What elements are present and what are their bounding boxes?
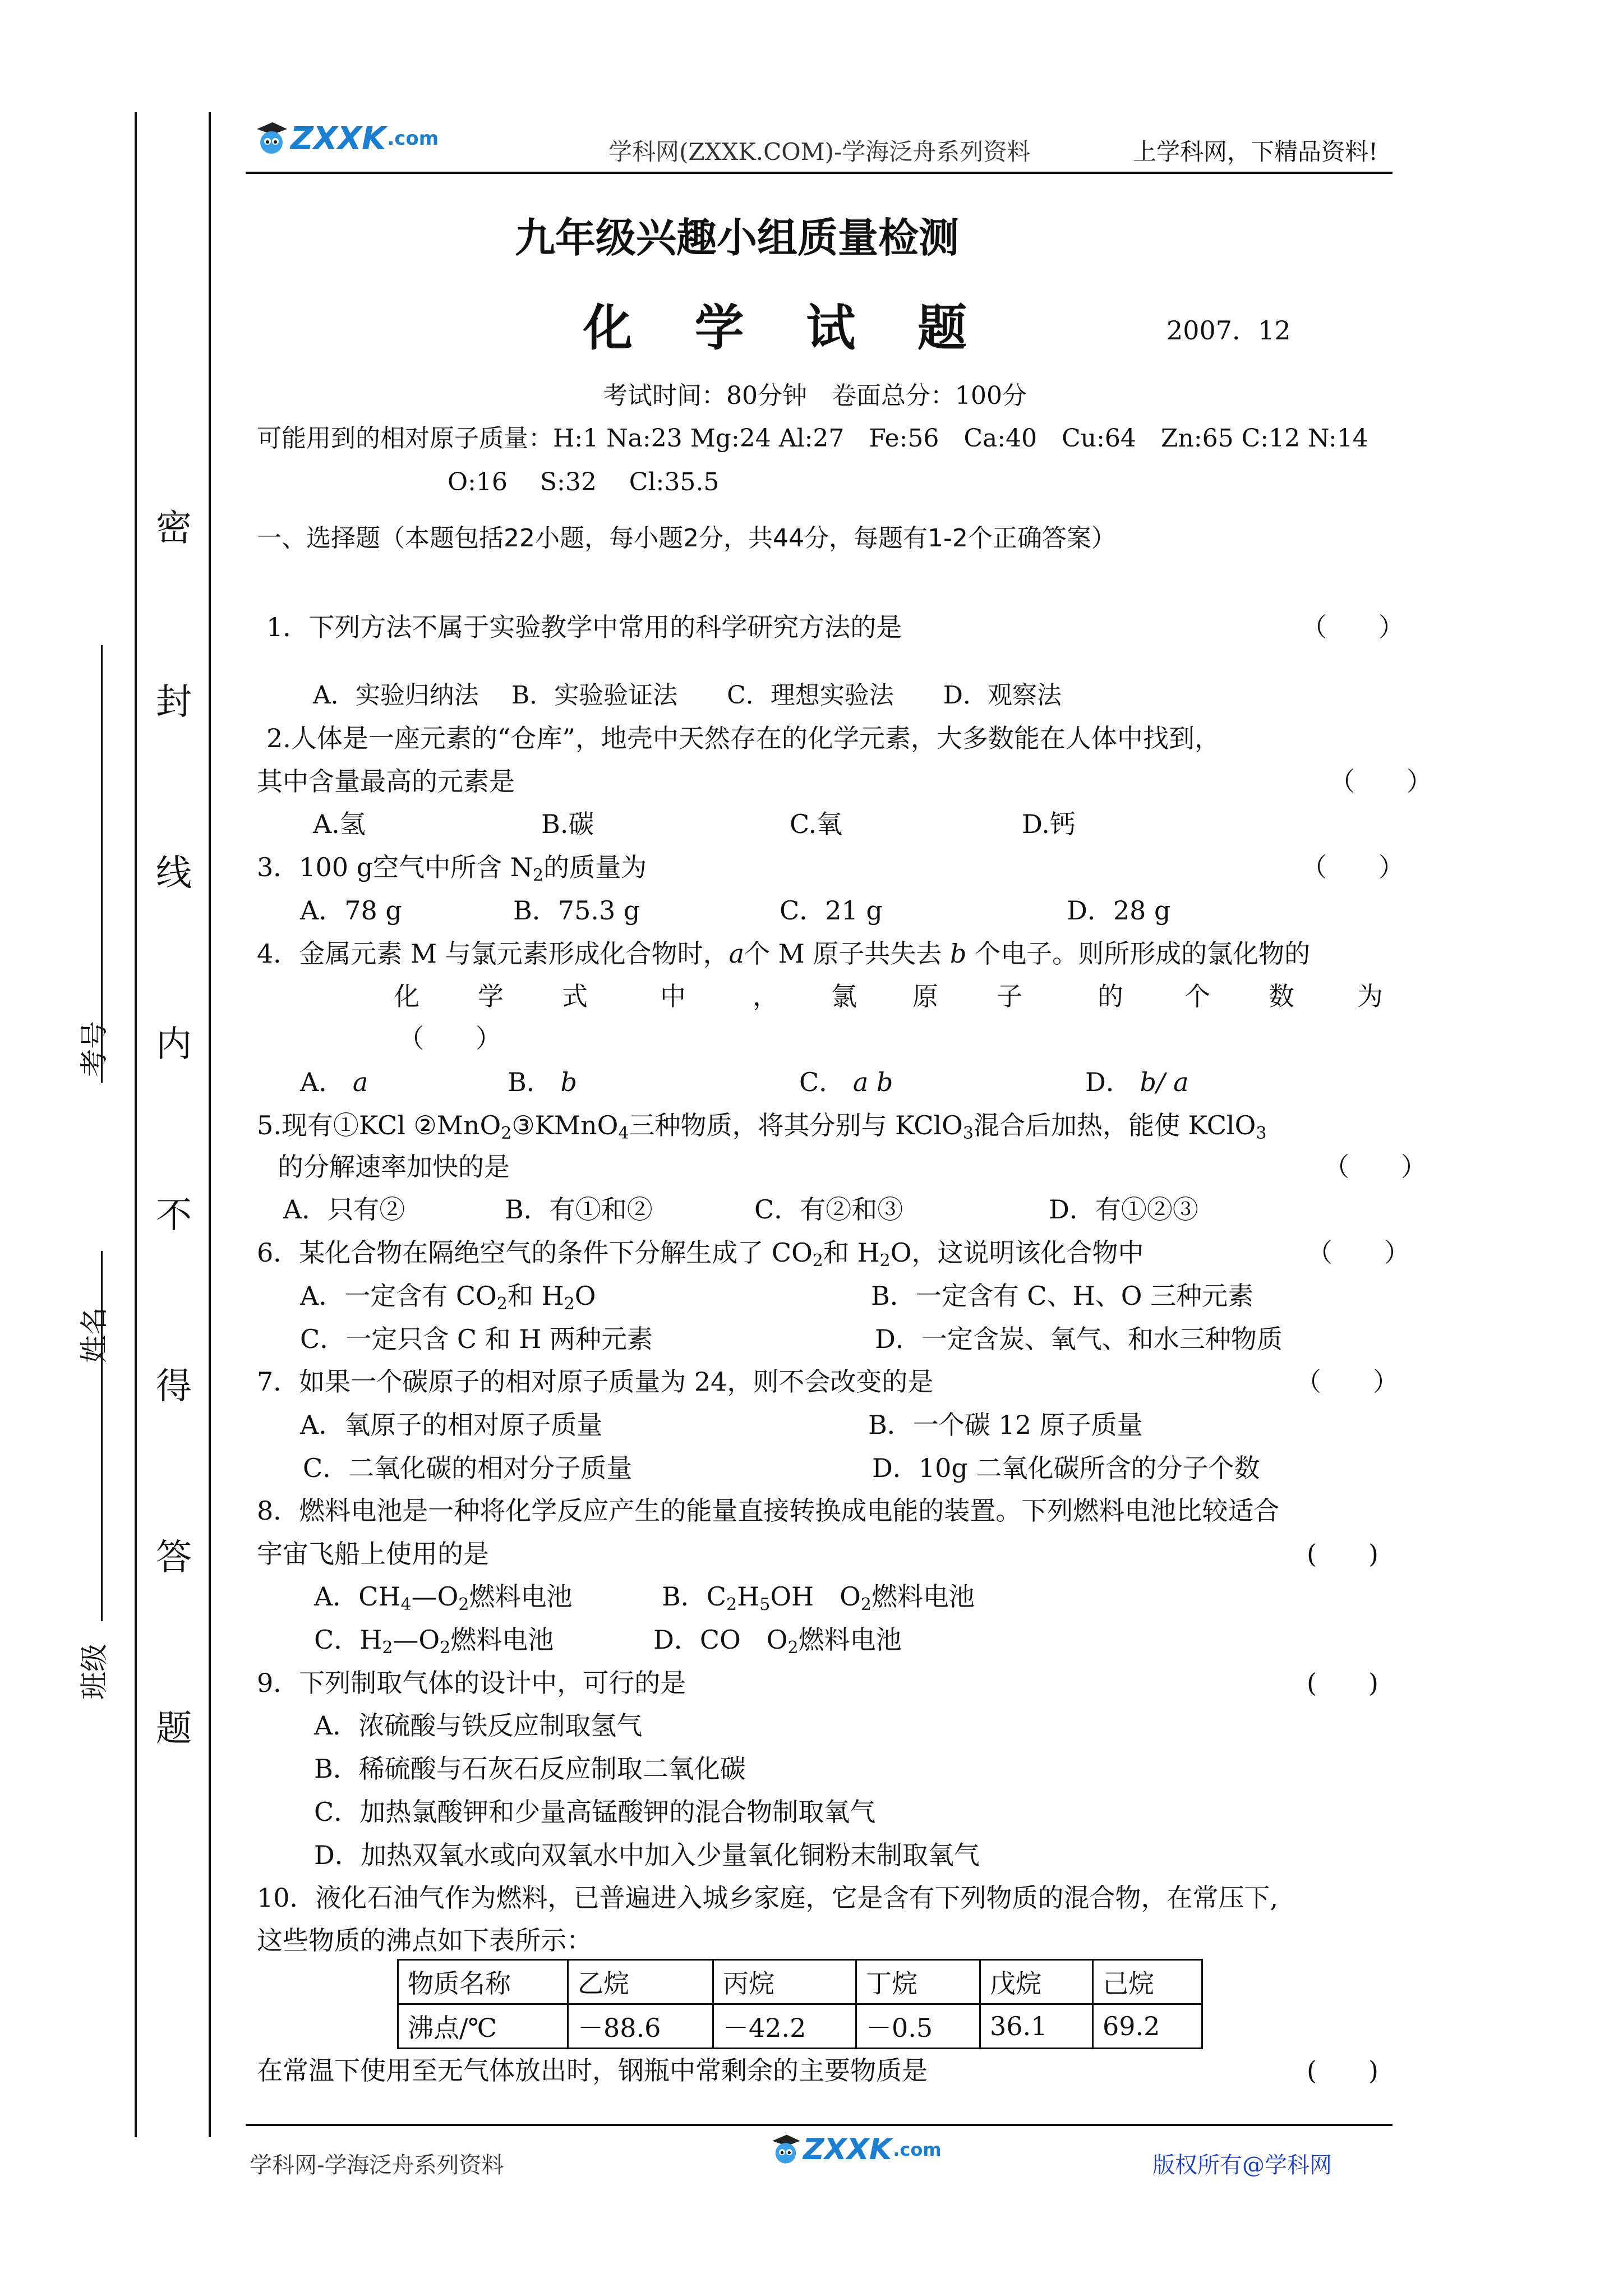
q8-option-d: D．CO $O_2$燃料电池 — [653, 1625, 902, 1658]
table-cell: 己烷 — [1093, 1960, 1202, 2004]
exam-date: 2007．12 — [1166, 315, 1291, 346]
q9-option-b: B．稀硫酸与石灰石反应制取二氧化碳 — [314, 1754, 746, 1784]
header-rule — [246, 172, 1393, 174]
q6-option-d: D．一定含炭、氧气、和水三种物质 — [875, 1324, 1283, 1354]
seal-char: 得 — [156, 1366, 192, 1407]
q8-option-a: A．$CH_4—O_2$燃料电池 — [314, 1581, 573, 1614]
margin-line-inner — [209, 112, 211, 2137]
q7-option-a: A．氧原子的相对原子质量 — [300, 1410, 603, 1440]
table-cell: －0.5 — [856, 2004, 980, 2049]
logo-text: ZXXK — [803, 2133, 892, 2166]
header-right-text: 上学科网，下精品资料! — [1133, 138, 1378, 165]
q6-option-b: B．一定含有 C、H、O 三种元素 — [871, 1281, 1254, 1311]
q2-answer-bracket[interactable]: （ ） — [1329, 766, 1432, 797]
q7-option-b: B．一个碳 12 原子质量 — [868, 1410, 1143, 1440]
q5-answer-bracket[interactable]: （ ） — [1324, 1152, 1427, 1182]
table-cell: 乙烷 — [568, 1960, 713, 2004]
q7-answer-bracket[interactable]: （ ） — [1295, 1366, 1399, 1397]
table-cell: 69.2 — [1093, 2004, 1202, 2049]
boiling-point-table — [397, 1959, 1203, 2049]
section-heading: 一、选择题（本题包括22小题，每小题2分，共44分，每题有1-2个正确答案） — [257, 524, 1116, 553]
q2-option-c: C.氧 — [790, 809, 843, 839]
q2-option-d: D.钙 — [1022, 809, 1076, 839]
q5-option-d: D．有①②③ — [1049, 1194, 1198, 1225]
q6-stem: 6．某化合物在隔绝空气的条件下分解生成了 $CO_2$和 $H_2O$，这说明该化合物中 — [257, 1237, 1144, 1271]
mascot-icon — [251, 119, 291, 158]
logo-text: ZXXK — [291, 120, 386, 157]
table-cell: 沸点/℃ — [398, 2004, 568, 2049]
q10-stem-line1: 10．液化石油气作为燃料，已普遍进入城乡家庭，它是含有下列物质的混合物，在常压下, — [257, 1883, 1279, 1913]
q1-answer-bracket[interactable]: （ ） — [1301, 612, 1404, 642]
q9-option-c: C．加热氯酸钾和少量高锰酸钾的混合物制取氧气 — [314, 1797, 876, 1827]
table-cell: －42.2 — [713, 2004, 856, 2049]
q4-option-b: B． b — [508, 1067, 577, 1097]
table-cell: 36.1 — [980, 2004, 1093, 2049]
q9-stem: 9．下列制取气体的设计中，可行的是 — [257, 1668, 686, 1698]
atomic-masses-line1: 可能用到的相对原子质量：H:1 Na:23 Mg:24 Al:27 Fe:56 Ca:40 Cu:64 Zn:65 C:12 N:14 — [257, 424, 1368, 453]
kaohao-fill-line — [101, 645, 103, 1083]
table-cell: 戊烷 — [980, 1960, 1093, 2004]
header-logo — [251, 119, 439, 158]
table-cell: 丁烷 — [856, 1960, 980, 2004]
q3-option-c: C．21 g — [780, 895, 883, 926]
seal-char: 封 — [156, 682, 192, 723]
q3-stem: 3．100 g空气中所含 $N_2$的质量为 — [257, 852, 647, 885]
label-kaohao: 考号 — [78, 1021, 110, 1077]
seal-char: 密 — [156, 508, 192, 549]
q8-option-b: B．$C_2H_5OH$ $O_2$燃料电池 — [662, 1581, 975, 1614]
q3-option-b: B．75.3 g — [513, 895, 640, 926]
q10-answer-bracket[interactable]: ( ) — [1307, 2055, 1378, 2086]
q2-option-a: A.氢 — [313, 809, 366, 839]
q9-option-a: A．浓硫酸与铁反应制取氢气 — [314, 1710, 643, 1741]
q1-stem: 1．下列方法不属于实验教学中常用的科学研究方法的是 — [266, 612, 902, 642]
exam-info: 考试时间：80分钟 卷面总分：100分 — [603, 381, 1027, 410]
mascot-icon — [767, 2132, 803, 2168]
atomic-masses-line2: O:16 S:32 Cl:35.5 — [448, 468, 720, 496]
table-cell: －88.6 — [568, 2004, 713, 2049]
q7-option-c: C．二氧化碳的相对分子质量 — [303, 1453, 633, 1483]
q5-option-a: A．只有② — [283, 1194, 405, 1225]
q8-answer-bracket[interactable]: ( ) — [1307, 1539, 1378, 1569]
footer-rule — [246, 2124, 1393, 2126]
q10-stem-line2: 这些物质的沸点如下表所示： — [257, 1925, 592, 1955]
seal-char: 题 — [156, 1708, 192, 1750]
q4-option-c: C． a b — [799, 1067, 893, 1097]
q10-stem-line3: 在常温下使用至无气体放出时，钢瓶中常剩余的主要物质是 — [257, 2055, 928, 2086]
margin-line-outer — [135, 112, 137, 2137]
seal-char: 不 — [156, 1195, 192, 1236]
table-cell: 物质名称 — [398, 1960, 568, 2004]
q4-stem-line1: 4．金属元素 M 与氯元素形成化合物时，a个 M 原子共失去 b 个电子。则所形成的氯化物的 — [257, 938, 1311, 969]
q5-stem-line1: 5.现有①KCl ②MnO$_2$③KMnO$_4$三种物质，将其分别与 KClO$_3$混合后加热，能使 KClO$_3$ — [257, 1110, 1267, 1143]
q4-answer-bracket[interactable]: （ ） — [398, 1023, 501, 1053]
q8-stem-line1: 8．燃料电池是一种将化学反应产生的能量直接转换成电能的装置。下列燃料电池比较适合 — [257, 1496, 1280, 1526]
table-row — [398, 2004, 1202, 2049]
q6-answer-bracket[interactable]: （ ） — [1307, 1237, 1410, 1268]
q8-stem-line2: 宇宙飞船上使用的是 — [257, 1539, 489, 1569]
q3-answer-bracket[interactable]: （ ） — [1301, 852, 1404, 882]
q6-option-a: A．一定含有 $CO_2$和 $H_2O$ — [300, 1281, 596, 1314]
seal-char: 线 — [156, 853, 192, 894]
seal-char: 答 — [156, 1537, 192, 1579]
q2-option-b: B.碳 — [541, 809, 594, 839]
q9-answer-bracket[interactable]: ( ) — [1307, 1668, 1378, 1698]
label-banji: 班级 — [78, 1644, 110, 1700]
q6-option-c: C．一定只含 C 和 H 两种元素 — [300, 1324, 653, 1354]
q4-option-d: D． b/ a — [1085, 1067, 1189, 1097]
exam-title: 九年级兴趣小组质量检测 — [515, 214, 960, 261]
logo-com: .com — [893, 2139, 942, 2160]
q3-option-a: A．78 g — [300, 895, 402, 926]
q4-option-a: A． a — [300, 1067, 368, 1097]
q3-option-d: D．28 g — [1067, 895, 1171, 926]
table-cell: 丙烷 — [713, 1960, 856, 2004]
q5-option-c: C．有②和③ — [754, 1194, 903, 1225]
q7-option-d: D．10g 二氧化碳所含的分子个数 — [872, 1453, 1260, 1483]
q7-stem: 7．如果一个碳原子的相对原子质量为 24，则不会改变的是 — [257, 1366, 934, 1397]
logo-com: .com — [387, 127, 439, 150]
subject-title: 化 学 试 题 — [583, 298, 989, 357]
label-xingming: 姓名 — [78, 1307, 110, 1363]
footer-logo — [767, 2132, 942, 2168]
q2-stem-line2: 其中含量最高的元素是 — [257, 766, 515, 797]
table-row — [398, 1960, 1202, 2004]
header-center-text: 学科网(ZXXK.COM)-学海泛舟系列资料 — [608, 138, 1031, 165]
q9-option-d: D．加热双氧水或向双氧水中加入少量氧化铜粉末制取氧气 — [314, 1840, 980, 1870]
seal-char: 内 — [156, 1024, 192, 1065]
q8-option-c: C．$H_2—O_2$燃料电池 — [314, 1625, 554, 1658]
q5-option-b: B．有①和② — [505, 1194, 653, 1225]
q1-options: A．实验归纳法 B．实验验证法 C．理想实验法 D．观察法 — [313, 681, 1062, 710]
q5-stem-line2: 的分解速率加快的是 — [278, 1152, 510, 1182]
footer-right-link[interactable]: 版权所有@学科网 — [1152, 2152, 1332, 2178]
banji-fill-line — [101, 1436, 103, 1621]
q2-stem-line1: 2.人体是一座元素的“仓库”，地壳中天然存在的化学元素，大多数能在人体中找到， — [266, 723, 1220, 753]
footer-left-text: 学科网-学海泛舟系列资料 — [250, 2152, 504, 2178]
